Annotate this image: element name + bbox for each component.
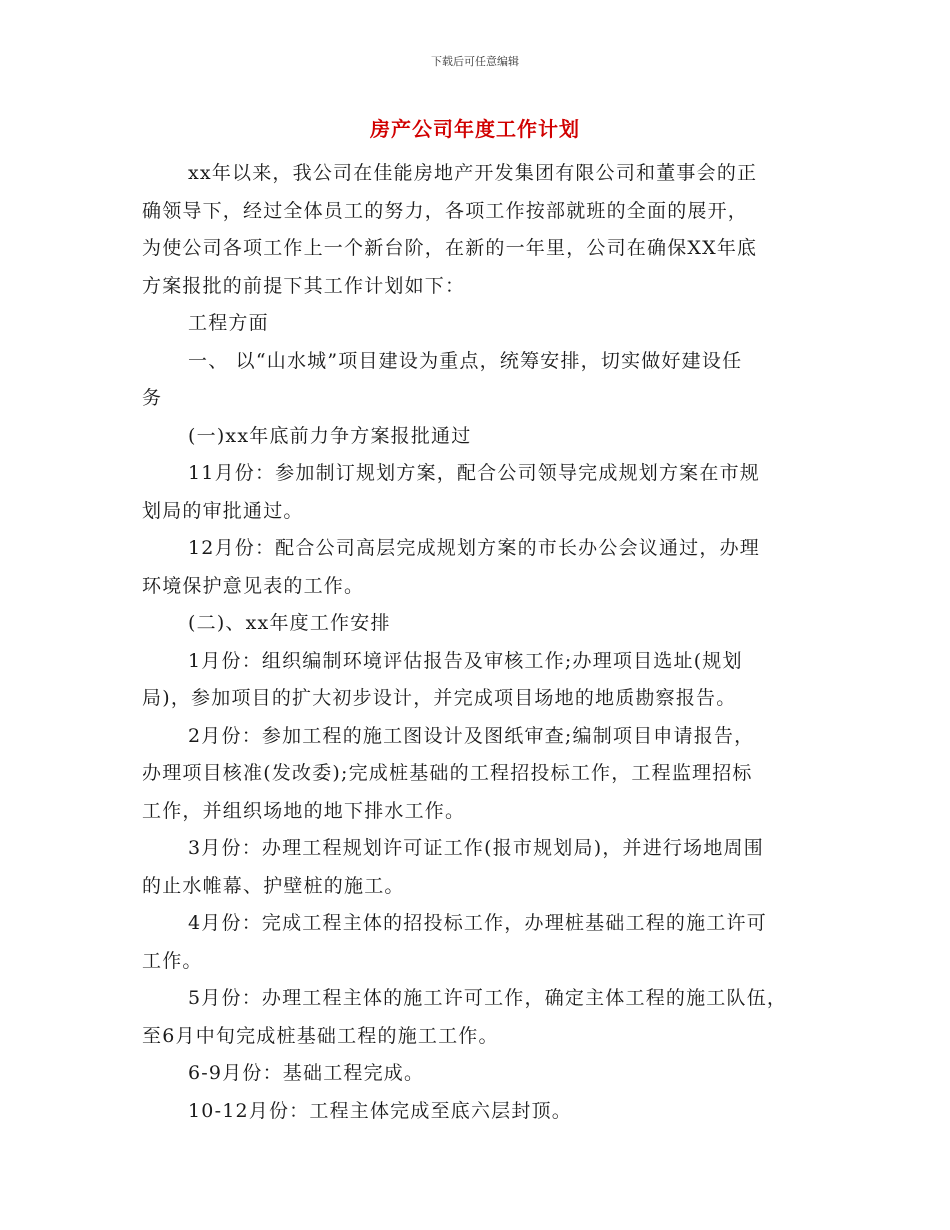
text-line: 局)，参加项目的扩大初步设计，并完成项目场地的地质勘察报告。 xyxy=(142,687,737,709)
document-title: 房产公司年度工作计划 xyxy=(370,117,580,141)
text-line: 11月份：参加制订规划方案，配合公司领导完成规划方案在市规 xyxy=(188,462,760,484)
text-line: 办理项目核准(发改委);完成桩基础的工程招投标工作，工程监理招标 xyxy=(142,762,753,784)
text-line: 10-12月份：工程主体完成至底六层封顶。 xyxy=(188,1099,572,1122)
text-line: 为使公司各项工作上一个新台阶，在新的一年里，公司在确保XX年底 xyxy=(142,237,758,259)
text-line: (一)xx年底前力争方案报批通过 xyxy=(188,424,472,447)
text-line: (二)、xx年度工作安排 xyxy=(188,612,391,634)
text-line: 确领导下，经过全体员工的努力，各项工作按部就班的全面的展开， xyxy=(142,199,749,222)
text-line: 工作。 xyxy=(142,949,203,972)
text-line: 方案报批的前提下其工作计划如下： xyxy=(142,274,466,297)
text-line: 12月份：配合公司高层完成规划方案的市长办公会议通过，办理 xyxy=(188,537,760,559)
text-line: 划局的审批通过。 xyxy=(142,499,304,522)
text-line: 2月份：参加工程的施工图设计及图纸审查;编制项目申请报告， xyxy=(188,724,755,747)
text-line: 3月份：办理工程规划许可证工作(报市规划局)，并进行场地周围 xyxy=(188,837,764,859)
text-line: 的止水帷幕、护壁桩的施工。 xyxy=(142,874,405,897)
text-line: 工作，并组织场地的地下排水工作。 xyxy=(142,799,466,822)
text-line: 一、 以“山水城”项目建设为重点，统筹安排，切实做好建设任 xyxy=(188,349,743,372)
text-line: 6-9月份：基础工程完成。 xyxy=(188,1062,425,1084)
text-line: 至6月中旬完成桩基础工程的施工工作。 xyxy=(142,1024,499,1047)
text-line: 5月份：办理工程主体的施工许可工作，确定主体工程的施工队伍， xyxy=(188,987,788,1009)
text-line: xx年以来，我公司在佳能房地产开发集团有限公司和董事会的正 xyxy=(188,162,758,184)
document-body xyxy=(142,155,814,1130)
text-line: 1月份：组织编制环境评估报告及审核工作;办理项目选址(规划 xyxy=(188,649,743,672)
text-line: 工程方面 xyxy=(188,312,269,334)
text-line: 4月份：完成工程主体的招投标工作，办理桩基础工程的施工许可 xyxy=(188,912,767,934)
text-line: 环境保护意见表的工作。 xyxy=(142,574,365,597)
header-note: 下载后可任意编辑 xyxy=(431,55,519,68)
text-line: 务 xyxy=(142,387,163,409)
